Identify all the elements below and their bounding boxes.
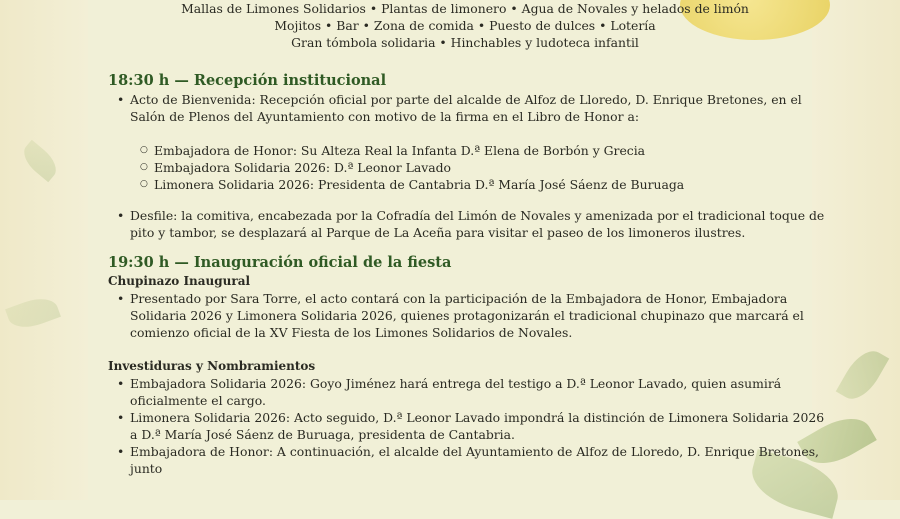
activities-line: Mallas de Limones Solidarios • Plantas de limonero • Agua de Novales y helados de limón <box>181 1 749 16</box>
activities-list <box>102 0 828 51</box>
left-margin-background <box>0 0 88 500</box>
desfile-list <box>108 207 828 241</box>
honoree-item: ○ Limonera Solidaria 2026: Presidenta de Cantabria D.ª María José Sáenz de Buruaga <box>154 176 828 193</box>
section-heading-recepcion: 18:30 h — Recepción institucional <box>108 72 387 89</box>
chupinazo-list <box>108 290 828 341</box>
investiduras-list <box>108 375 828 477</box>
investidura-item: • Limonera Solidaria 2026: Acto seguido, D.ª Leonor Lavado impondrá la distinción de Limonera Solidaria 2026 a D.ª María José Sáenz de Buruaga, presidenta de Cantabria. <box>130 409 828 443</box>
activities-line: Gran tómbola solidaria • Hinchables y ludoteca infantil <box>291 35 639 50</box>
section-heading-inauguracion: 19:30 h — Inauguración oficial de la fiesta <box>108 254 452 271</box>
subheading-investiduras: Investiduras y Nombramientos <box>108 359 316 373</box>
chupinazo-item: • Presentado por Sara Torre, el acto contará con la participación de la Embajadora de Honor, Embajadora Solidaria 2026 y Limonera Solidaria 2026, quienes protagonizarán el tradicional chupinazo que marcará el comienzo oficial de la XV Fiesta de los Limones Solidarios de Novales. <box>130 290 828 341</box>
subheading-chupinazo: Chupinazo Inaugural <box>108 274 251 288</box>
honoree-item: ○ Embajadora de Honor: Su Alteza Real la Infanta D.ª Elena de Borbón y Grecia <box>154 142 828 159</box>
honorees-list <box>108 142 828 193</box>
desfile-item: • Desfile: la comitiva, encabezada por la Cofradía del Limón de Novales y amenizada por el tradicional toque de pito y tambor, se desplazará al Parque de La Aceña para visitar el paseo de los limoneros ilustres. <box>130 207 828 241</box>
investidura-item: • Embajadora de Honor: A continuación, el alcalde del Ayuntamiento de Alfoz de Lloredo, D. Enrique Bretones, junto <box>130 443 828 477</box>
bienvenida-item: • Acto de Bienvenida: Recepción oficial por parte del alcalde de Alfoz de Lloredo, D. Enrique Bretones, en el Salón de Plenos del Ayuntamiento con motivo de la firma en el Libro de Honor a: <box>130 91 828 125</box>
recepcion-list <box>108 91 828 125</box>
program-document <box>108 0 828 477</box>
investidura-item: • Embajadora Solidaria 2026: Goyo Jiménez hará entrega del testigo a D.ª Leonor Lavado, quien asumirá oficialmente el cargo. <box>130 375 828 409</box>
activities-line: Mojitos • Bar • Zona de comida • Puesto de dulces • Lotería <box>274 18 656 33</box>
honoree-item: ○ Embajadora Solidaria 2026: D.ª Leonor Lavado <box>154 159 828 176</box>
